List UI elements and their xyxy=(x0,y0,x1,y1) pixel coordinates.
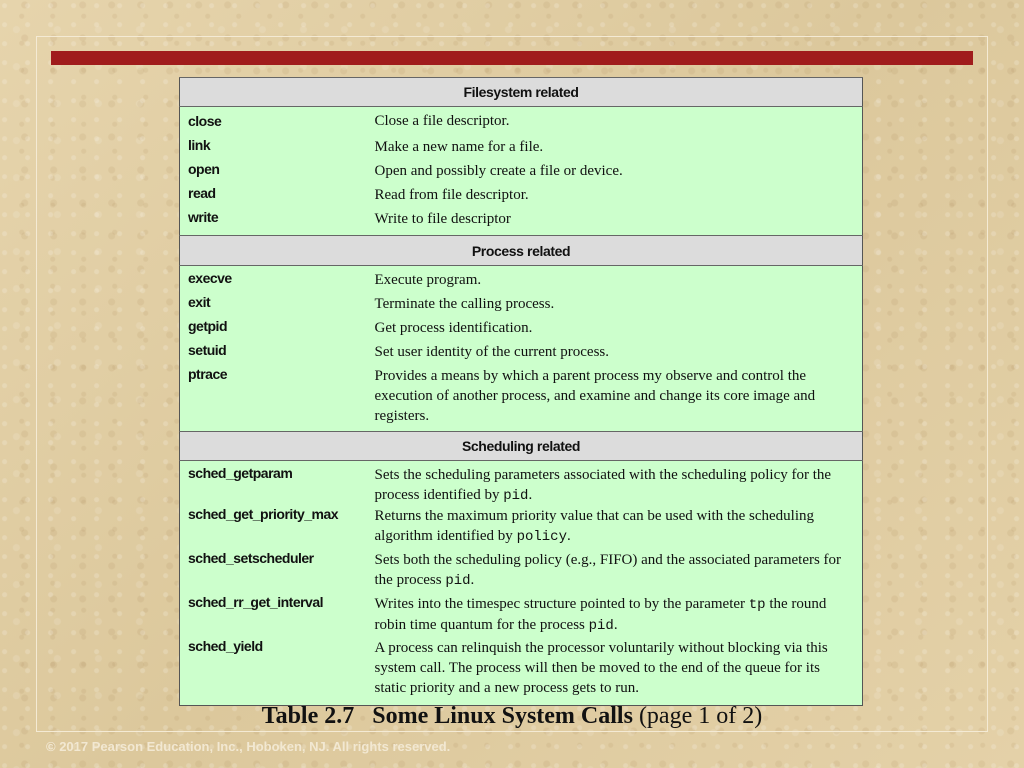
code-term: pid xyxy=(588,618,614,634)
table-row xyxy=(180,107,863,137)
table-caption xyxy=(0,703,1024,730)
table-row xyxy=(180,266,863,294)
code-term: pid xyxy=(445,573,471,589)
code-term: pid xyxy=(503,488,529,504)
call-description: Make a new name for a file. xyxy=(367,137,863,161)
section-header-filesystem xyxy=(180,78,863,107)
code-term: tp xyxy=(748,597,766,613)
call-description: Set user identity of the current process. xyxy=(367,342,863,366)
table-row xyxy=(180,161,863,185)
code-term: policy xyxy=(516,529,567,545)
table-row xyxy=(180,366,863,432)
call-name: sched_getparam xyxy=(180,461,367,507)
table-row xyxy=(180,318,863,342)
call-description: Write to file descriptor xyxy=(367,209,863,236)
call-description: Get process identification. xyxy=(367,318,863,342)
call-description: Execute program. xyxy=(367,266,863,294)
title-accent-bar xyxy=(51,51,973,65)
call-name: read xyxy=(180,185,367,209)
caption-title: Table 2.7 Some Linux System Calls xyxy=(261,703,633,729)
call-name: write xyxy=(180,209,367,236)
table-row xyxy=(180,506,863,550)
call-name: link xyxy=(180,137,367,161)
section-header-process xyxy=(180,236,863,266)
call-description: Writes into the timespec structure pointed to by the parameter tp the round robin time quantum for the process pid. xyxy=(367,594,863,638)
call-description: Sets the scheduling parameters associated with the scheduling policy for the process identified by pid. xyxy=(367,461,863,507)
section-title: Process related xyxy=(180,236,863,266)
caption-page: (page 1 of 2) xyxy=(632,703,763,729)
call-name: close xyxy=(180,107,367,137)
call-name: getpid xyxy=(180,318,367,342)
call-name: ptrace xyxy=(180,366,367,432)
section-title: Filesystem related xyxy=(180,78,863,107)
call-name: exit xyxy=(180,294,367,318)
call-name: sched_get_priority_max xyxy=(180,506,367,550)
call-description: Terminate the calling process. xyxy=(367,294,863,318)
call-name: execve xyxy=(180,266,367,294)
call-name: open xyxy=(180,161,367,185)
table-row xyxy=(180,342,863,366)
copyright-notice: © 2017 Pearson Education, Inc., Hoboken, NJ. All rights reserved. xyxy=(46,739,451,754)
section-header-scheduling xyxy=(180,432,863,461)
table-row xyxy=(180,550,863,594)
system-calls-table xyxy=(179,77,863,706)
section-title: Scheduling related xyxy=(180,432,863,461)
call-description: Open and possibly create a file or device. xyxy=(367,161,863,185)
call-description: Sets both the scheduling policy (e.g., FIFO) and the associated parameters for the process pid. xyxy=(367,550,863,594)
call-description: A process can relinquish the processor voluntarily without blocking via this system call. The process will then be moved to the end of the queue for its static priority and a new process gets to run. xyxy=(367,638,863,705)
table-row xyxy=(180,294,863,318)
table-row xyxy=(180,137,863,161)
call-name: setuid xyxy=(180,342,367,366)
table-row xyxy=(180,638,863,705)
table-row xyxy=(180,594,863,638)
call-description: Returns the maximum priority value that can be used with the scheduling algorithm identified by policy. xyxy=(367,506,863,550)
table-row xyxy=(180,461,863,507)
call-description: Close a file descriptor. xyxy=(367,107,863,137)
call-name: sched_setscheduler xyxy=(180,550,367,594)
table-row xyxy=(180,185,863,209)
call-description: Provides a means by which a parent process my observe and control the execution of another process, and examine and change its core image and registers. xyxy=(367,366,863,432)
call-name: sched_yield xyxy=(180,638,367,705)
table-row xyxy=(180,209,863,236)
call-description: Read from file descriptor. xyxy=(367,185,863,209)
call-name: sched_rr_get_interval xyxy=(180,594,367,638)
